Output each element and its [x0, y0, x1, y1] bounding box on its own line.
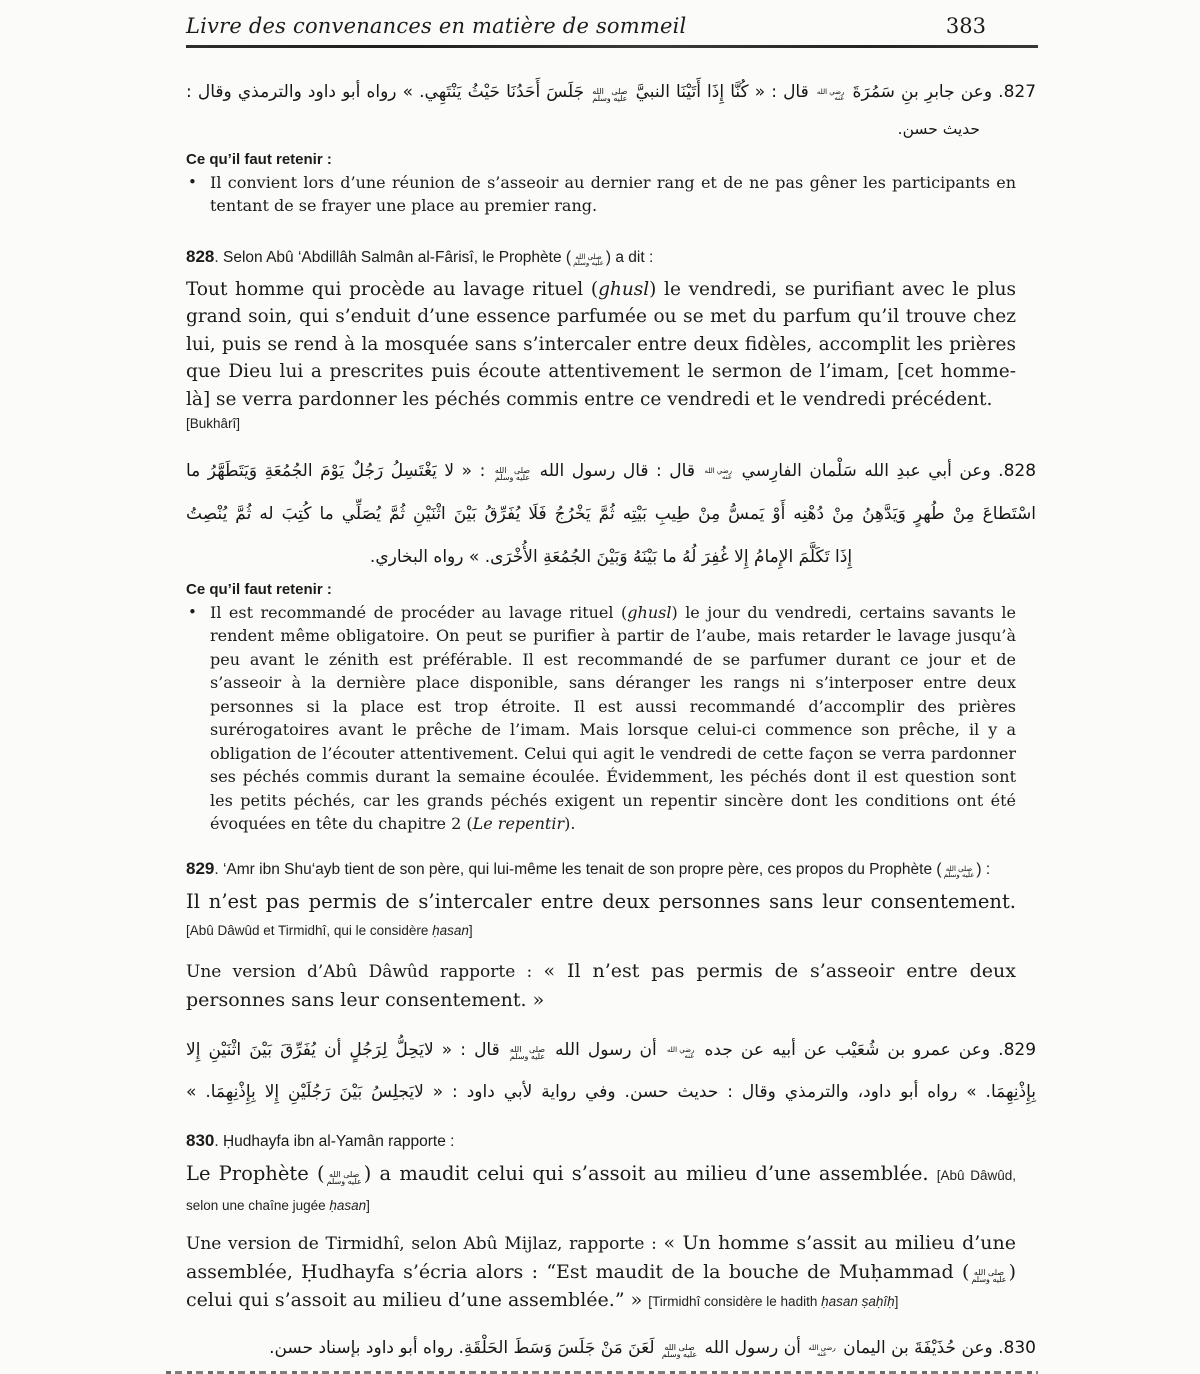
raa-seal-icon	[667, 1047, 695, 1059]
hadith-829-arabic-text: 829. وعن عمرو بن شُعَيْب عن أبيه عن جده	[704, 1039, 1037, 1060]
heading-text: ) a dit :	[605, 248, 654, 266]
version-quote: ) celui qui s’assoit au milieu d’une assemblée.” »	[186, 1261, 1016, 1312]
pbuh-seal-icon	[592, 88, 627, 102]
raa-seal-text: عنه	[722, 473, 733, 482]
source-text: ]	[366, 1197, 370, 1213]
hadith-829-translation	[186, 888, 1016, 945]
raa-seal-icon	[808, 1345, 836, 1357]
source-text: [Abû Dâwûd, selon une chaîne jugée	[186, 1168, 1017, 1213]
hadith-829-arabic-text: أن رسول الله	[555, 1039, 657, 1060]
hadith-828-translation	[186, 276, 1016, 414]
hadith-829-version	[186, 957, 1016, 1014]
hadith-829-heading	[186, 856, 1016, 883]
retain-bullet-827	[186, 171, 1016, 218]
translation-text: ) a maudit celui qui s’assoit au milieu d’une assemblée.	[363, 1162, 937, 1186]
page-header	[186, 14, 1038, 38]
hadith-829-arabic-line1	[186, 1036, 1036, 1066]
pbuh-seal-text: عليه وسلم	[971, 1275, 1007, 1285]
source-italic: ḥasan	[329, 1197, 367, 1213]
bullet-icon: •	[188, 172, 197, 191]
pbuh-seal-icon	[971, 1269, 1006, 1283]
source-text: [Tirmidhî considère le hadith	[648, 1294, 822, 1310]
hadith-828-arabic-text: : « لا يَغْتَسِلُ رَجُلٌ يَوْمَ الجُمُعَةِ وَيَتَطَهَّرُ ما	[186, 461, 486, 482]
heading-text: . ‘Amr ibn Shu‘ayb tient de son père, qui lui-même les tenait de son propre père, ces propos du Prophète (	[214, 860, 942, 878]
source-text: ]	[468, 923, 473, 939]
hadith-830-arabic	[186, 1334, 1036, 1364]
retain-bullet-text	[210, 601, 1016, 836]
heading-text: ) :	[976, 860, 991, 878]
hadith-828-source: [Bukhârî]	[186, 416, 241, 432]
retain-italic: Le repentir	[472, 814, 565, 834]
pbuh-seal-text: صلى الله	[509, 1044, 546, 1054]
hadith-829-arabic-text: قال : « لايَحِلُّ لِرَجُلٍ أن يُفَرِّقَ بَيْنَ اثْنَيْنِ إِلا	[186, 1039, 500, 1060]
pbuh-seal-text: عليه وسلم	[592, 94, 628, 103]
raa-seal-text: رضي الله	[666, 1045, 695, 1054]
hadith-827-arabic	[186, 78, 1036, 108]
pbuh-seal-icon	[495, 467, 530, 481]
retain-italic: ghusl	[627, 602, 672, 622]
bullet-icon: •	[188, 602, 197, 621]
raa-seal-text: رضي الله	[816, 88, 845, 96]
hadith-number: 828	[186, 246, 215, 266]
heading-text: . Ḥudhayfa ibn al-Yamân rapporte :	[214, 1133, 455, 1151]
heading-text: . Selon Abû ‘Abdillâh Salmân al-Fârisî, le Prophète (	[214, 248, 572, 266]
hadith-830-arabic-text: 830. وعن حُذَيْفَةَ بن اليمان	[843, 1338, 1036, 1359]
retain-heading: Ce qu’il faut retenir :	[186, 580, 332, 598]
hadith-830-arabic-text: أن رسول الله	[704, 1338, 801, 1359]
source-italic: ḥasan	[432, 923, 469, 939]
pbuh-seal-text: صلى الله	[664, 1343, 695, 1353]
retain-text: Il est recommandé de procéder au lavage rituel (	[210, 602, 628, 622]
retain-text: ).	[564, 814, 576, 834]
hadith-830-translation	[186, 1160, 1016, 1219]
pbuh-seal-text: عليه وسلم	[661, 1350, 698, 1360]
pbuh-seal-text: صلى الله	[329, 1170, 360, 1180]
hadith-829-source	[186, 923, 473, 938]
hadith-828-heading	[186, 244, 1038, 271]
source-italic: ḥasan ṣaḥîḥ	[821, 1294, 895, 1310]
raa-seal-text: رضي الله	[704, 467, 733, 476]
hadith-828-arabic-text: 828. وعن أبي عبدِ الله سَلْمان الفارِسي	[741, 461, 1037, 482]
hadith-number: 830	[186, 1131, 215, 1151]
hadith-830-version-source	[648, 1294, 898, 1309]
retain-bullet-text: Il convient lors d’une réunion de s’asseoir au dernier rang et de ne pas gêner les participants en tentant de se frayer une place au premier rang.	[210, 172, 1016, 216]
hadith-828-arabic-line1	[186, 457, 1036, 487]
hadith-827-arabic-grade: حديث حسن.	[897, 119, 980, 138]
raa-seal-text: عنه	[834, 94, 845, 102]
hadith-829-arabic	[186, 1036, 1038, 1109]
hadith-827-arabic-text: جَلَسَ أَحَدُنَا حَيْثُ يَنْتَهِي. » رواه أبو داود والترمذي وقال :	[186, 82, 585, 102]
source-text: [Abû Dâwûd et Tirmidhî, qui le considère	[186, 923, 433, 939]
translation-text: Tout homme qui procède au lavage rituel (	[186, 278, 599, 300]
pbuh-seal-text: عليه وسلم	[494, 473, 531, 483]
pbuh-seal-icon	[662, 1344, 697, 1358]
header-rule	[186, 45, 1038, 48]
translation-text: ) le vendredi, se purifiant avec le plus grand soin, qui s’enduit d’une essence parfumée ou se met du parfum qu’il trouve chez lui, puis se rend à la mosquée sans s’intercaler entre deux fidèles, accomplit les prières que Dieu lui a prescrites puis écoute attentivement le sermon de l’imam, [cet homme-là] se verra pardonner les péchés commis entre ce vendredi et le vendredi précédent.	[186, 278, 1016, 410]
pbuh-seal-icon	[327, 1171, 362, 1185]
pbuh-seal-text: صلى الله	[592, 87, 628, 96]
scan-artifact-rule	[166, 1371, 1038, 1374]
hadith-828-arabic-line2: اسْتَطاعَ مِنْ طُهرٍ وَيَدَّهِنُ مِنْ دُهْنِه أَوْ يَمسُّ مِنْ طِيبِ بَيْتِه ثُمَّ يَخْرُجُ فَلَا يُفَرِّقُ بَيْنَ اثْنَيْنِ ثُمَّ يُصَلِّي ما كُتِبَ له ثُمَّ يُنْصِتُ	[186, 504, 1036, 525]
pbuh-seal-text: عليه وسلم	[509, 1051, 546, 1061]
pbuh-seal-text: عليه وسلم	[943, 870, 975, 879]
hadith-828-arabic-line3: إِذَا تَكَلَّمَ الإِمامُ إِلا غُفِرَ لُهُ ما بَيْنَهُ وَبَيْنَ الجُمُعَةِ الأُخْرَى. » رواه البخاري.	[369, 546, 853, 567]
translation-italic: ghusl	[598, 278, 650, 300]
pbuh-seal-text: صلى الله	[494, 466, 531, 476]
hadith-830-arabic-text: لَعَنَ مَنْ جَلَسَ وَسَطَ الحَلْقَةِ. رواه أبو داود بإسناد حسن.	[269, 1338, 655, 1359]
version-quote: « Un homme s’assit au milieu d’une assemblée, Ḥudhayfa s’écria alors : “Est maudit de la bouche de Muḥammad (	[186, 1232, 1017, 1284]
translation-text: Le Prophète (	[186, 1162, 325, 1186]
raa-seal-icon	[817, 89, 845, 101]
hadith-827-arabic-text: 827. وعن جابرِ بنِ سَمُرَةَ	[852, 82, 1037, 102]
version-lead: Une version d’Abû Dâwûd rapporte :	[186, 961, 544, 982]
hadith-827-arabic-text: قال : « كُنَّا إِذَا أَتَيْنَا النبيَّ	[635, 82, 809, 102]
version-quote: « Il n’est pas permis de s’asseoir entre deux personnes sans leur consentement. »	[186, 959, 1016, 1011]
retain-bullet-828	[186, 601, 1016, 836]
pbuh-seal-icon	[573, 254, 604, 266]
raa-seal-text: عنه	[816, 1350, 827, 1359]
hadith-number: 829	[186, 858, 215, 878]
pbuh-seal-icon	[510, 1046, 545, 1060]
running-title: Livre des convenances en matière de sommeil	[186, 14, 687, 38]
hadith-828-arabic-text: قال : قال رسول الله	[539, 461, 695, 482]
translation-text: Il n’est pas permis de s’intercaler entre deux personnes sans leur consentement.	[186, 889, 1016, 913]
raa-seal-icon	[705, 468, 733, 480]
raa-seal-text: رضي الله	[808, 1344, 836, 1353]
hadith-830-version	[186, 1229, 1016, 1316]
pbuh-seal-icon	[944, 866, 975, 878]
version-lead: Une version de Tirmidhî, selon Abû Mijlaz, rapporte :	[186, 1234, 664, 1255]
page-number: 383	[945, 14, 986, 38]
hadith-830-heading	[186, 1128, 1038, 1155]
retain-text: ) le jour du vendredi, certains savants le rendent même obligatoire. On peut se purifier à partir de l’aube, mais retarder le lavage jusqu’à peu avant le zénith est préférable. Il est recommandé de se parfumer durant ce jour et de s’asseoir à la dernière place disponible, sans déranger les rangs ni s’interposer entre deux personnes si la place est trop étroite. Il est aussi recommandé d’accomplir des prières surérogatoires avant le prêche de l’imam. Mais lorsque celui-ci commence son prêche, il y a obligation de l’écouter attentivement. Celui qui agit le vendredi de cette façon se verra pardonner ses péchés commis durant la semaine écoulée. Évidemment, les péchés dont il est question sont les petits péchés, car les grands péchés exigent un repentir sincère dont les conditions ont été évoquées en tête du chapitre 2 (	[210, 602, 1016, 834]
source-text: ]	[894, 1294, 899, 1310]
pbuh-seal-text: صلى الله	[945, 864, 973, 873]
retain-heading: Ce qu’il faut retenir :	[186, 150, 332, 168]
pbuh-seal-text: عليه وسلم	[326, 1177, 362, 1187]
raa-seal-text: عنه	[684, 1051, 695, 1060]
pbuh-seal-text: صلى الله	[575, 252, 602, 261]
pbuh-seal-text: عليه وسلم	[573, 258, 604, 267]
hadith-828-arabic	[186, 457, 1038, 572]
pbuh-seal-text: صلى الله	[973, 1268, 1005, 1278]
hadith-829-arabic-line2: بِإِذْنِهِمَا. » رواه أبو داود، والترمذي وقال : حديث حسن. وفي رواية لأبي داود : « لايَجلِسُ بَيْنَ رَجُلَيْنِ إِلا بِإِذْنِهِمَا. »	[186, 1082, 1036, 1103]
